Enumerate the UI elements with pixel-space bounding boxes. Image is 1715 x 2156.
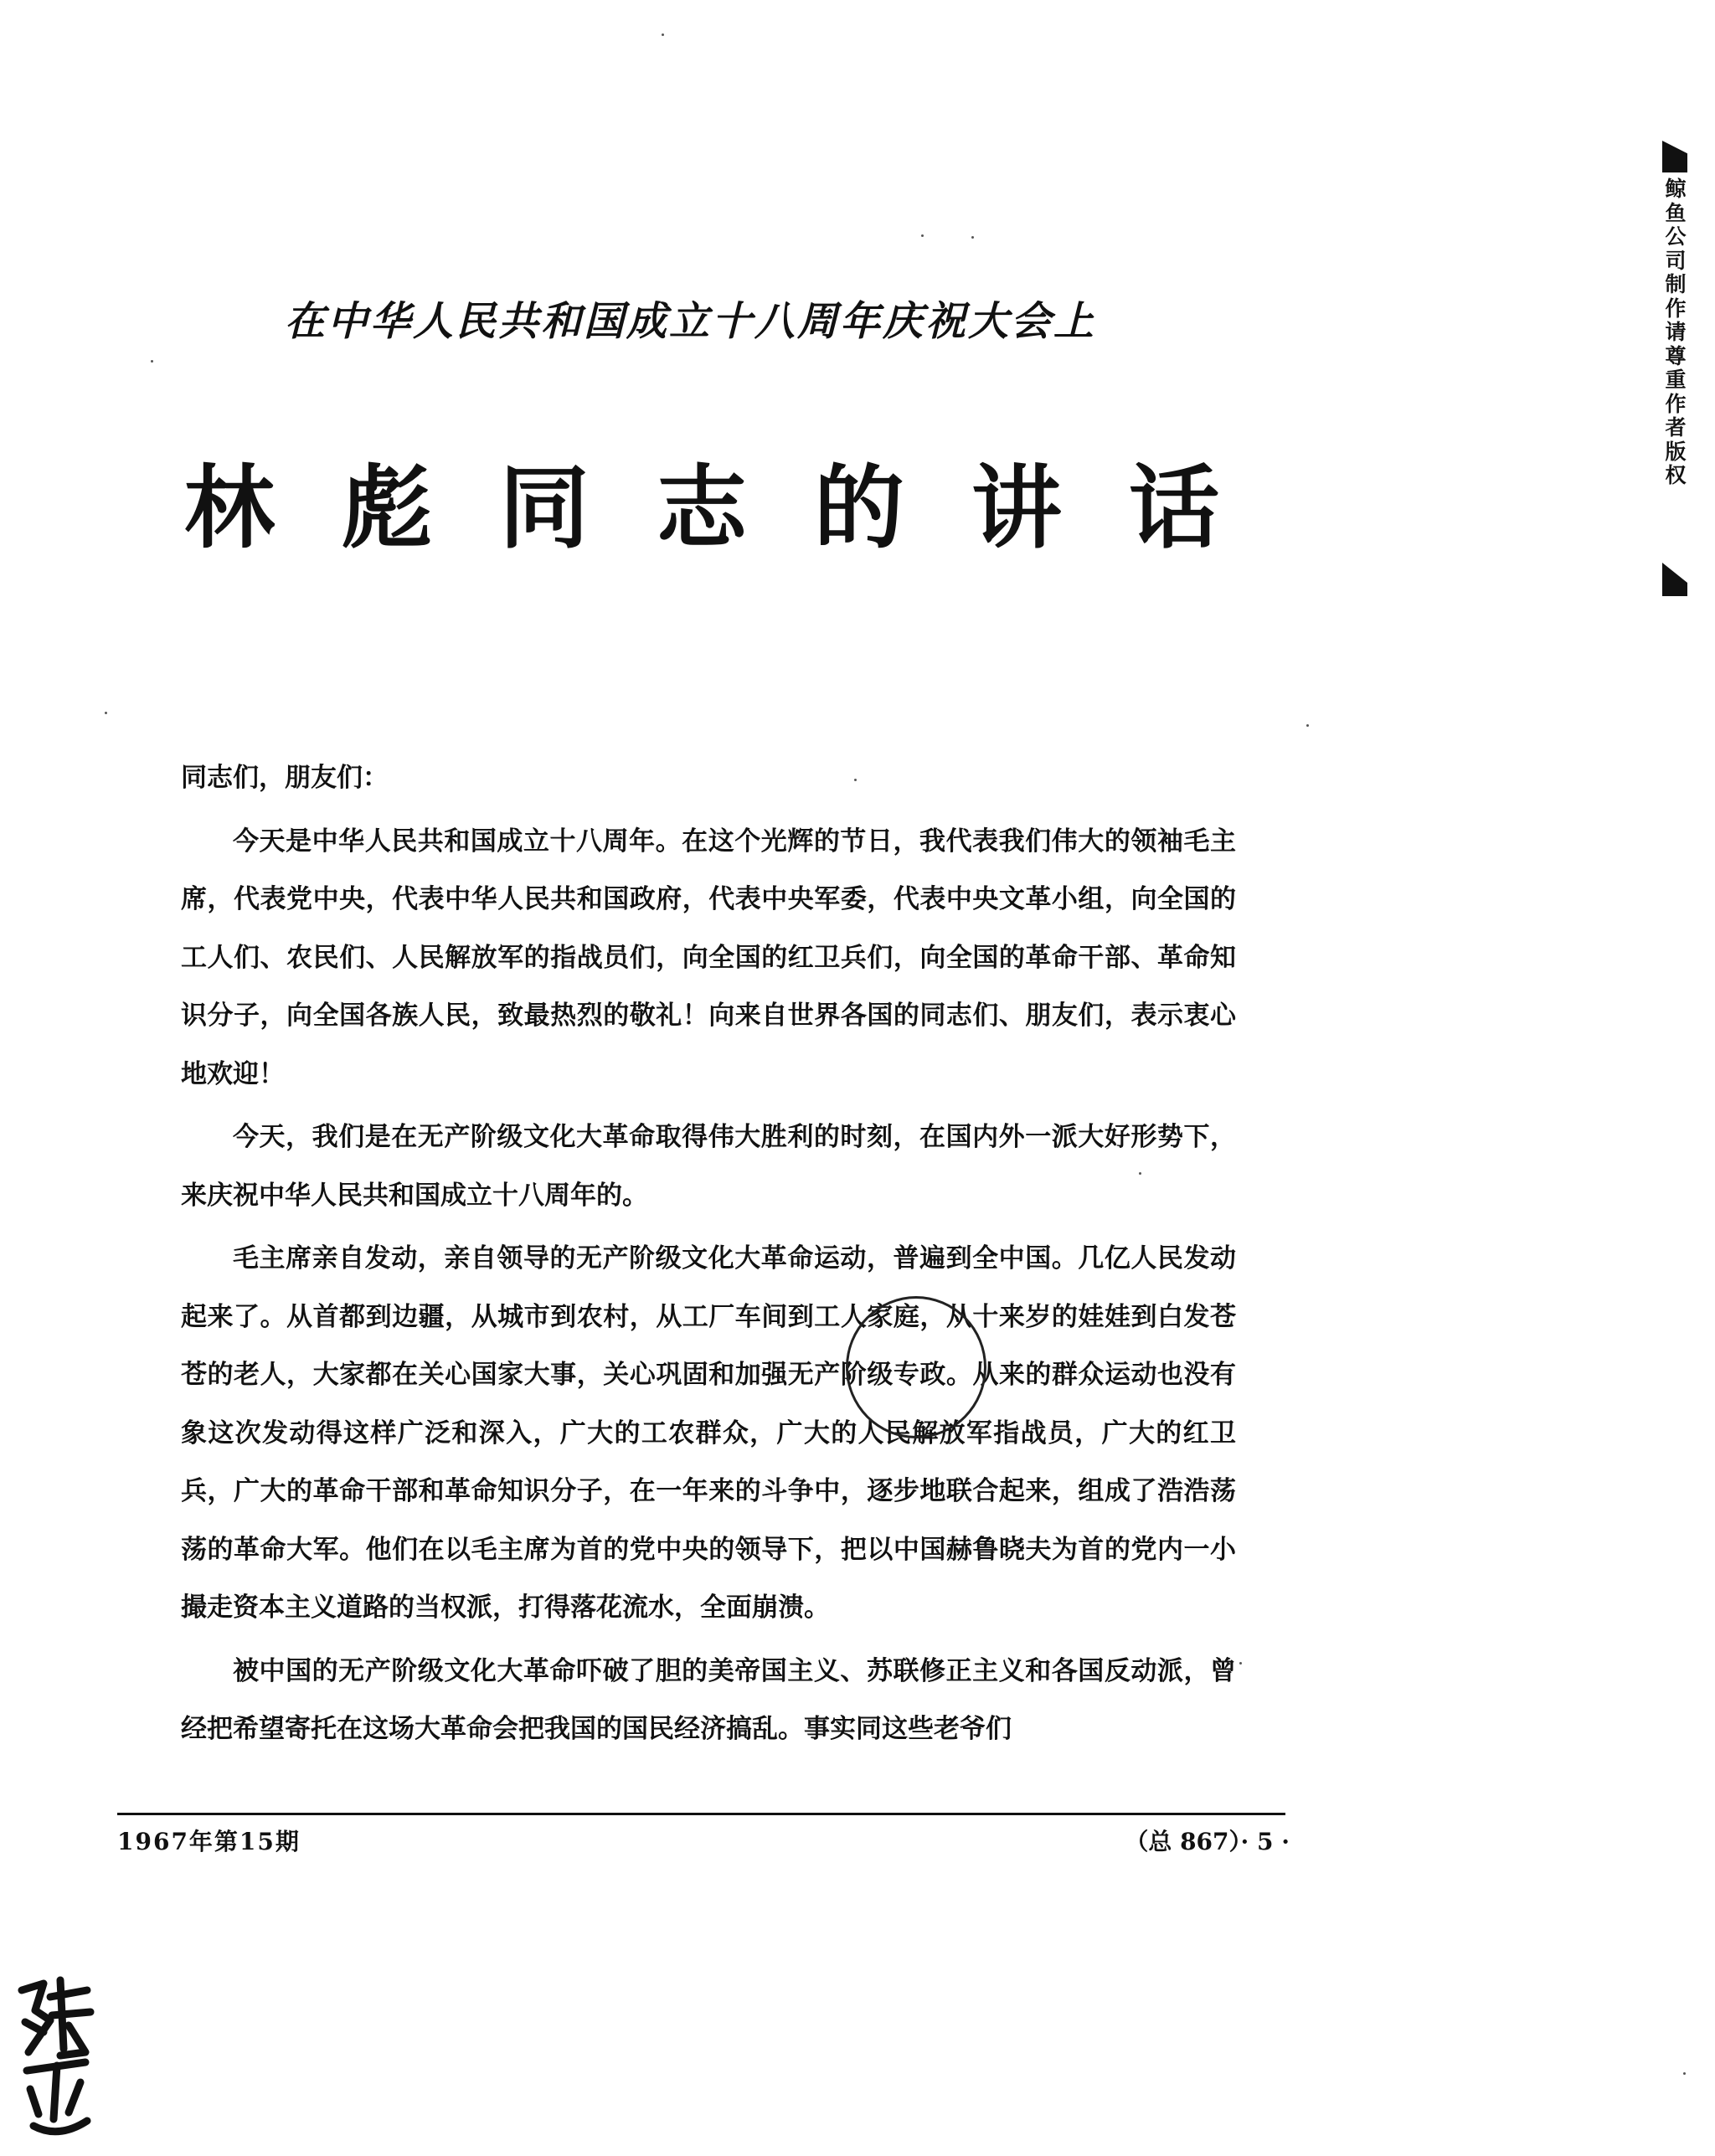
scan-speck: [1306, 724, 1309, 727]
article-body: [181, 749, 1236, 1764]
side-marker-top: [1662, 141, 1687, 172]
scan-speck: [921, 234, 924, 237]
scan-speck: [662, 33, 664, 36]
side-marker-bottom: [1662, 563, 1687, 596]
scan-speck: [971, 236, 974, 239]
copyright-side-note: 鲸鱼公司制作 请尊重作者版权: [1665, 177, 1687, 487]
paragraph-3: 毛主席亲自发动，亲自领导的无产阶级文化大革命运动，普遍到全中国。几亿人民发动起来了。从首都到边疆，从城市到农村，从工厂车间到工人家庭，从十来岁的娃娃到白发苍苍的老人，大家都在关心国家大事，关心巩固和加强无产阶级专政。从来的群众运动也没有象这次发动得这样广泛和深入，广大的工农群众，广大的人民解放军指战员，广大的红卫兵，广大的革命干部和革命知识分子，在一年来的斗争中，逐步地联合起来，组成了浩浩荡荡的革命大军。他们在以毛主席为首的党中央的领导下，把以中国赫鲁晓夫为首的党内一小撮走资本主义道路的当权派，打得落花流水，全面崩溃。: [181, 1243, 1236, 1623]
scan-speck: [854, 779, 857, 781]
scan-speck: [1139, 1172, 1141, 1175]
paragraph-4: 被中国的无产阶级文化大革命吓破了胆的美帝国主义、苏联修正主义和各国反动派，曾经把希望寄托在这场大革命会把我国的国民经济搞乱。事实同这些老爷们: [181, 1655, 1236, 1744]
subtitle: 在中华人民共和国成立十八周年庆祝大会上: [285, 298, 1097, 345]
issue-label: 1967年第15期: [117, 1828, 301, 1855]
salutation: 同志们，朋友们：: [181, 763, 389, 793]
scan-speck: [105, 712, 107, 714]
scan-speck: [1683, 2072, 1686, 2075]
scan-speck: [1239, 1662, 1242, 1665]
scan-speck: [151, 360, 153, 363]
page-number: （总 867）· 5 ·: [1125, 1828, 1290, 1855]
paragraph-2: 今天，我们是在无产阶级文化大革命取得伟大胜利的时刻，在国内外一派大好形势下，来庆祝中华人民共和国成立十八周年的。: [181, 1122, 1236, 1211]
paragraph-1: 今天是中华人民共和国成立十八周年。在这个光辉的节日，我代表我们伟大的领袖毛主席，代表党中央，代表中华人民共和国政府，代表中央军委，代表中央文革小组，向全国的工人们、农民们、人民解放军的指战员们，向全国的红卫兵们，向全国的革命干部、革命知识分子，向全国各族人民，致最热烈的敬礼！向来自世界各国的同志们、朋友们，表示衷心地欢迎！: [181, 826, 1236, 1089]
hand-drawn-circle-mark: [846, 1296, 986, 1438]
footer-divider: [117, 1813, 1285, 1815]
seal-stamp-icon: [10, 1972, 99, 2139]
page-title: 林彪同志的讲话: [184, 455, 1287, 561]
